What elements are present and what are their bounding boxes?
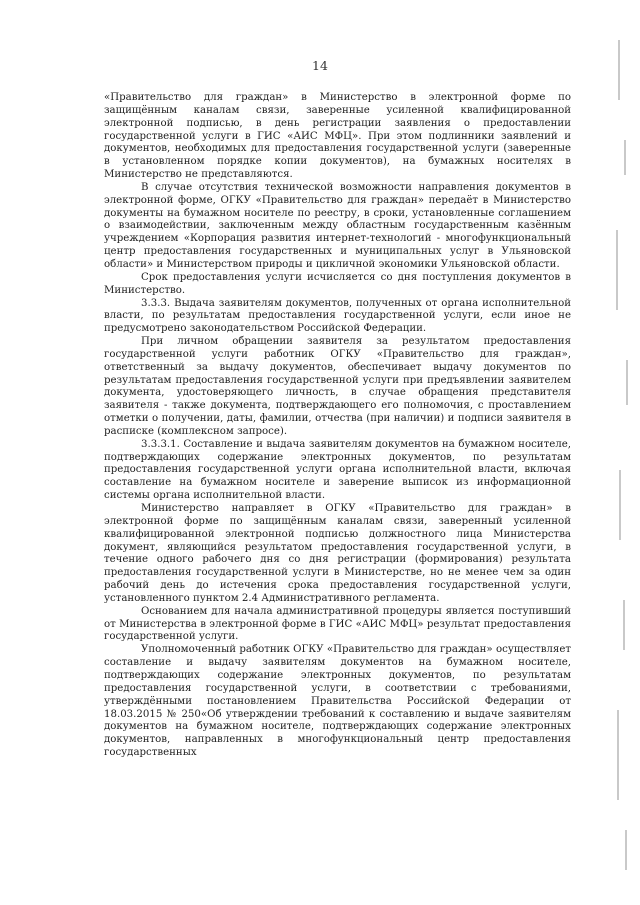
paragraph-7: Министерство направляет в ОГКУ «Правительство для граждан» в электронной форме по защищённым каналам связи, заверенный усиленной квалифицированной электронной подписью должностного лица Министерства документ, являющийся результатом предоставления государственной услуги, в течение одного рабочего дня со дня регистрации (формирования) результата предоставления государственной услуги в Министерстве, но не менее чем за один рабочий день до истечения срока предоставления государственной услуги, установленного пунктом 2.4 Административного регламента. bbox=[104, 503, 571, 604]
document-body bbox=[104, 92, 571, 760]
paragraph-1: «Правительство для граждан» в Министерство в электронной форме по защищённым каналам связи, заверенные усиленной квалифицированной электронной подписью, в день регистрации заявления о предоставлении государственной услуги в ГИС «АИС МФЦ». При этом подлинники заявлений и документов, необходимых для предоставления государственной услуги (заверенные в установленном порядке копии документов), на бумажных носителях в Министерство не представляются. bbox=[104, 92, 571, 181]
paragraph-8: Основанием для начала административной процедуры является поступивший от Министерства в электронной форме в ГИС «АИС МФЦ» результат предоставления государственной услуги. bbox=[104, 605, 571, 643]
paragraph-2: В случае отсутствия технической возможности направления документов в электронной форме, ОГКУ «Правительство для граждан» передаёт в Министерство документы на бумажном носителе по реестру, в сроки, установленные соглашением о взаимодействии, заключенным между областным государственным казённым учреждением «Корпорация развития интернет-технологий - многофункциональный центр предоставления государственных и муниципальных услуг в Ульяновской области» и Министерством природы и цикличной экономики Ульяновской области. bbox=[104, 181, 571, 270]
page-number: 14 bbox=[312, 58, 328, 73]
scan-edge-marks bbox=[610, 0, 640, 905]
paragraph-6: 3.3.3.1. Составление и выдача заявителям документов на бумажном носителе, подтверждающих содержание электронных документов, по результатам предоставления государственной услуги органа исполнительной власти, включая составление на бумажном носителе и заверение выписок из информационной системы органа исполнительной власти. bbox=[104, 438, 571, 502]
paragraph-3: Срок предоставления услуги исчисляется со дня поступления документов в Министерство. bbox=[104, 271, 571, 296]
paragraph-9: Уполномоченный работник ОГКУ «Правительство для граждан» осуществляет составление и выдачу заявителям документов на бумажном носителе, подтверждающих содержание электронных документов, по результатам предоставления государственной услуги, в соответствии с требованиями, утверждёнными постановлением Правительства Российской Федерации от 18.03.2015 № 250«Об утверждении требований к составлению и выдаче заявителям документов на бумажном носителе, подтверждающих содержание электронных документов, направленных в многофункциональный центр предоставления государственных bbox=[104, 644, 571, 759]
paragraph-5: При личном обращении заявителя за результатом предоставления государственной услуги работник ОГКУ «Правительство для граждан», ответственный за выдачу документов, обеспечивает выдачу документов по результатам предоставления государственной услуги при предъявлении заявителем документа, удостоверяющего личность, в случае обращения представителя заявителя - также документа, подтверждающего его полномочия, с проставлением отметки о получении, даты, фамилии, отчества (при наличии) и подписи заявителя в расписке (комплексном запросе). bbox=[104, 336, 571, 437]
paragraph-4: 3.3.3. Выдача заявителям документов, полученных от органа исполнительной власти, по результатам предоставления государственной услуги, если иное не предусмотрено законодательством Российской Федерации. bbox=[104, 297, 571, 335]
